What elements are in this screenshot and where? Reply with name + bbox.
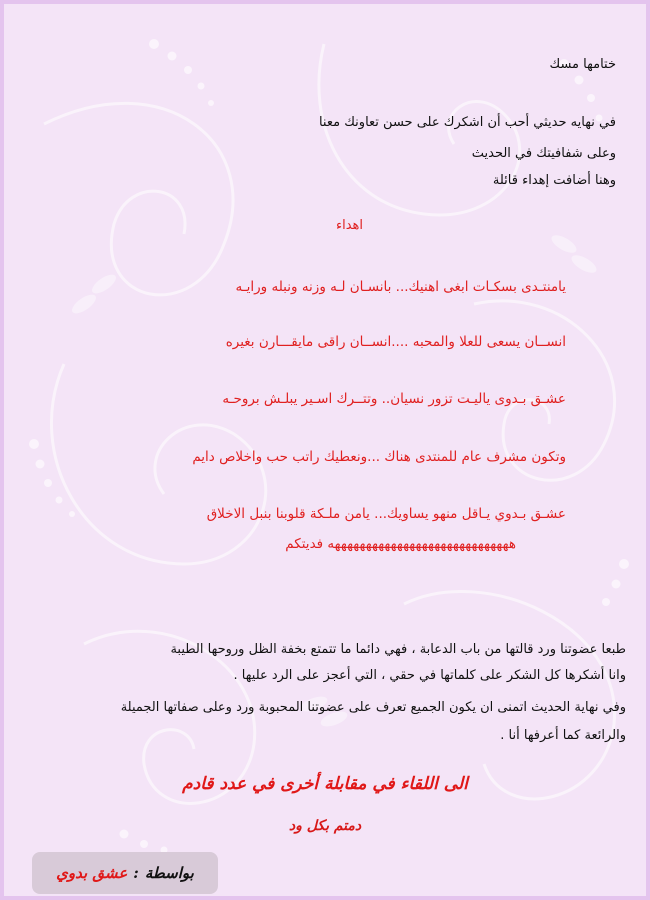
dedication-line: وتكون مشرف عام للمنتدى هناك ...ونعطيك راتب حب واخلاص دايم [192,449,566,465]
intro-line: وهنا أضافت إهداء قائلة [492,173,616,188]
closing-paragraph-line: والرائعة كما أعرفها أنا . [500,728,626,743]
dedication-line: عشـق بـدوى ياليـت تزور نسيان.. وتتــرك اسـير يبلـش بروحـه [222,391,566,407]
dedication-line: انســان يسعى للعلا والمحبه ....انســان راقى مايقـــارن بغيره [225,334,566,350]
byline-author[interactable]: عشق بدوي [56,864,128,882]
dedication-heading: اهداء [335,218,363,233]
meet-again-text: الى اللقاء في مقابلة أخرى في عدد قادم [182,774,468,794]
closing-paragraph-line: وفي نهاية الحديث اتمنى ان يكون الجميع تعرف على عضوتنا المحبوبة ورد وعلى صفاتها الجميلة [120,700,626,715]
dedication-line: هههههههههههههههههههههههههههههه فديتكم [285,536,516,552]
intro-line: وعلى شفافيتك في الحديث [471,146,616,161]
closing-paragraph-line: وانا أشكرها كل الشكر على كلماتها في حقي ، التي أعجز على الرد عليها . [233,668,626,683]
closing-paragraph-line: طبعا عضوتنا ورد قالتها من باب الدعابة ، فهي دائما ما تتمتع بخفة الظل وروحها الطيبة [170,642,626,657]
regards-text: دمتم بكل ود [288,818,362,834]
byline-box [32,852,218,894]
intro-line: في نهايه حديثي أحب أن اشكرك على حسن تعاونك معنا [318,115,616,130]
dedication-line: يامنتـدى بسكـات ابغى اهنيك... بانسـان لـه وزنه ونبله ورايـه [235,279,566,295]
closing-title: ختامها مسك [549,57,616,72]
dedication-line: عشـق بـدوي يـاقل منهو يساويك... يامن ملـكة قلوبنا بنبل الاخلاق [206,506,566,522]
post-content [24,4,626,896]
byline-label: بواسطة [144,864,194,882]
byline-separator: : [133,864,139,882]
